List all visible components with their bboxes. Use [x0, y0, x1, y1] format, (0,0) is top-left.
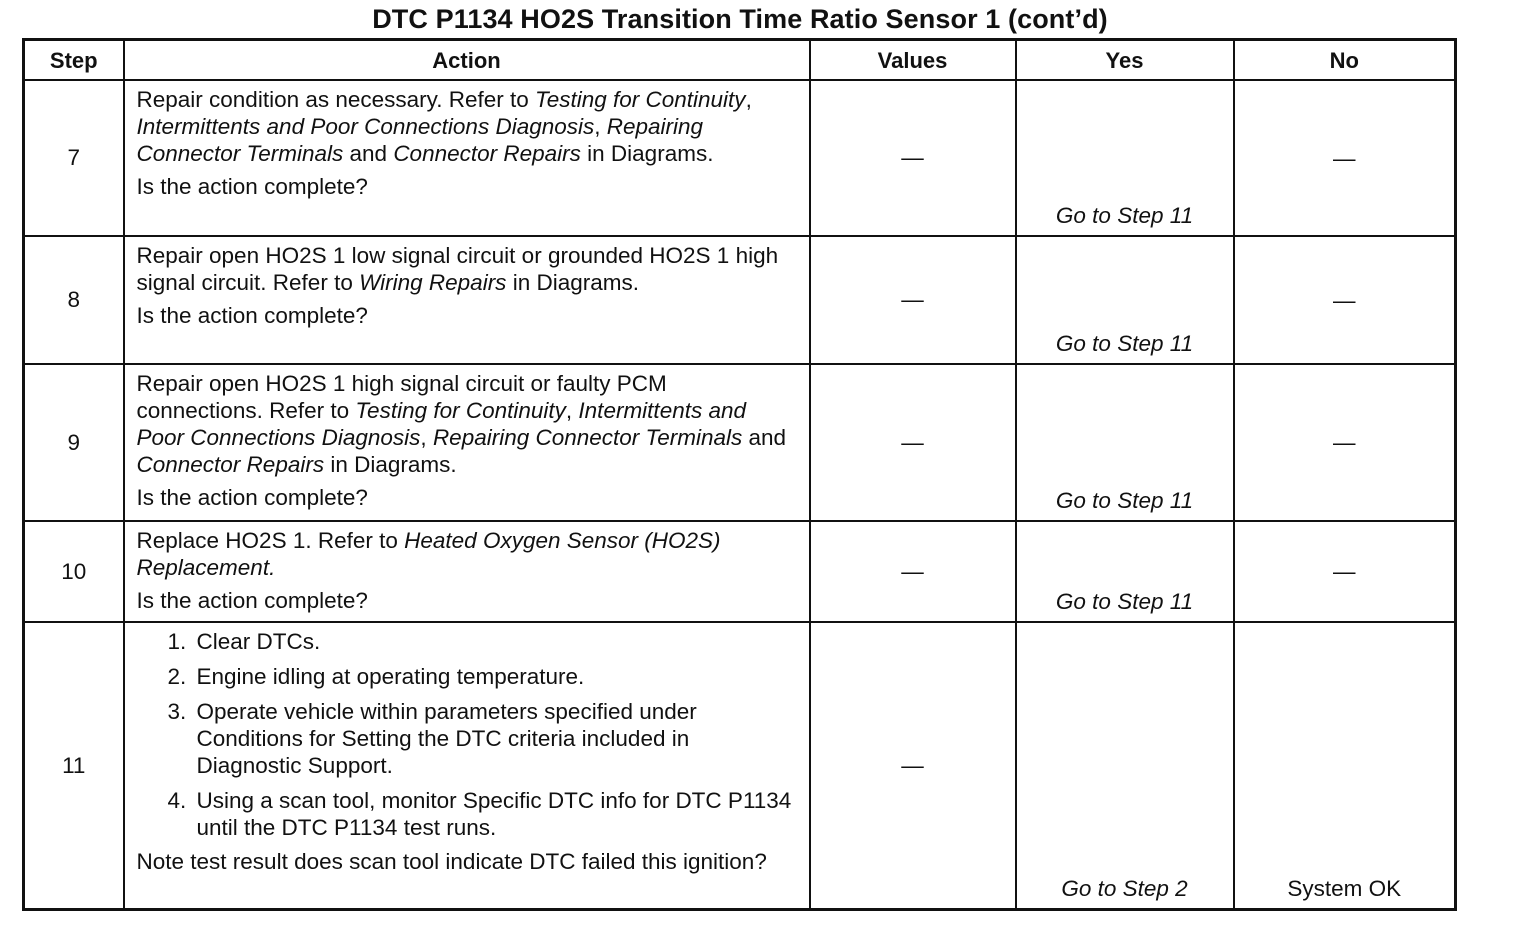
header-values: Values — [810, 40, 1016, 80]
step-number: 8 — [24, 236, 124, 364]
procedure-item: 3. Operate vehicle within parameters specified under Conditions for Setting the DTC criteria included in Diagnostic Support. — [193, 698, 799, 779]
procedure-item: 4. Using a scan tool, monitor Specific DTC info for DTC P1134 until the DTC P1134 test runs. — [193, 787, 799, 841]
yes-cell — [1016, 521, 1234, 622]
yes-cell — [1016, 80, 1234, 236]
no-cell: — — [1234, 80, 1456, 236]
table-row — [24, 236, 1456, 364]
header-action: Action — [124, 40, 810, 80]
values-cell: — — [810, 80, 1016, 236]
header-step: Step — [24, 40, 124, 80]
no-cell: — — [1234, 364, 1456, 521]
values-cell: — — [810, 364, 1016, 521]
reference-link: Testing for Continuity — [355, 397, 566, 423]
values-cell: — — [810, 521, 1016, 622]
yes-outcome: Go to Step 11 — [1055, 487, 1194, 513]
reference-link: Repairing Connector Terminals — [136, 113, 704, 166]
values-cell: — — [810, 236, 1016, 364]
no-cell: System OK — [1234, 622, 1456, 910]
table-row — [24, 364, 1456, 521]
action-cell — [124, 622, 810, 910]
procedure-item: 1. Clear DTCs. — [193, 628, 799, 655]
reference-link: Heated Oxygen Sensor (HO2S) Replacement. — [136, 527, 721, 580]
yes-outcome: Go to Step 11 — [1055, 202, 1194, 228]
values-cell: — — [810, 622, 1016, 910]
reference-link: Wiring Repairs — [359, 269, 507, 295]
action-question: Is the action complete? — [136, 302, 368, 328]
action-cell — [124, 80, 810, 236]
table-row — [24, 80, 1456, 236]
action-text: Replace HO2S 1. Refer to Heated Oxygen Sensor (HO2S) Replacement. — [136, 527, 721, 580]
action-question: Is the action complete? — [136, 484, 368, 510]
yes-outcome: Go to Step 2 — [1061, 876, 1188, 901]
step-number: 9 — [24, 364, 124, 521]
yes-cell — [1016, 364, 1234, 521]
action-cell — [124, 521, 810, 622]
procedure-list — [137, 628, 799, 841]
step-number: 10 — [24, 521, 124, 622]
header-row — [24, 40, 1456, 80]
action-note: Note test result does scan tool indicate DTC failed this ignition? — [136, 848, 767, 874]
yes-outcome: Go to Step 11 — [1055, 588, 1194, 614]
header-yes: Yes — [1016, 40, 1234, 80]
reference-link: Connector Repairs — [136, 451, 325, 477]
reference-link: Intermittents and Poor Connections Diagnosis — [136, 397, 747, 450]
action-cell — [124, 364, 810, 521]
step-number: 7 — [24, 80, 124, 236]
table-row — [24, 521, 1456, 622]
no-cell: — — [1234, 521, 1456, 622]
action-text: Repair open HO2S 1 low signal circuit or grounded HO2S 1 high signal circuit. Refer to Wiring Repairs in Diagrams. — [136, 242, 779, 295]
table-row — [24, 622, 1456, 910]
yes-cell — [1016, 622, 1234, 910]
action-question: Is the action complete? — [136, 587, 368, 613]
yes-outcome: Go to Step 11 — [1055, 330, 1194, 356]
action-text: Repair open HO2S 1 high signal circuit or faulty PCM connections. Refer to Testing for Continuity, Intermittents and Poor Connections Diagnosis, Repairing Connector Terminals and Connector Repairs in Diagrams. — [136, 370, 787, 477]
action-cell — [124, 236, 810, 364]
header-no: No — [1234, 40, 1456, 80]
reference-link: Connector Repairs — [393, 140, 581, 166]
step-number: 11 — [24, 622, 124, 910]
page-title: DTC P1134 HO2S Transition Time Ratio Sensor 1 (cont’d) — [372, 4, 1108, 34]
no-cell: — — [1234, 236, 1456, 364]
reference-link: Repairing Connector Terminals — [432, 424, 743, 450]
diagnostic-table — [22, 38, 1457, 911]
yes-cell — [1016, 236, 1234, 364]
reference-link: Testing for Continuity — [535, 86, 746, 112]
action-text: Repair condition as necessary. Refer to Testing for Continuity, Intermittents and Poor Connections Diagnosis, Repairing Connector Terminals and Connector Repairs in Diagrams. — [136, 86, 752, 166]
action-question: Is the action complete? — [136, 173, 368, 199]
reference-link: Intermittents and Poor Connections Diagnosis — [136, 113, 595, 139]
procedure-item: 2. Engine idling at operating temperature. — [193, 663, 799, 690]
